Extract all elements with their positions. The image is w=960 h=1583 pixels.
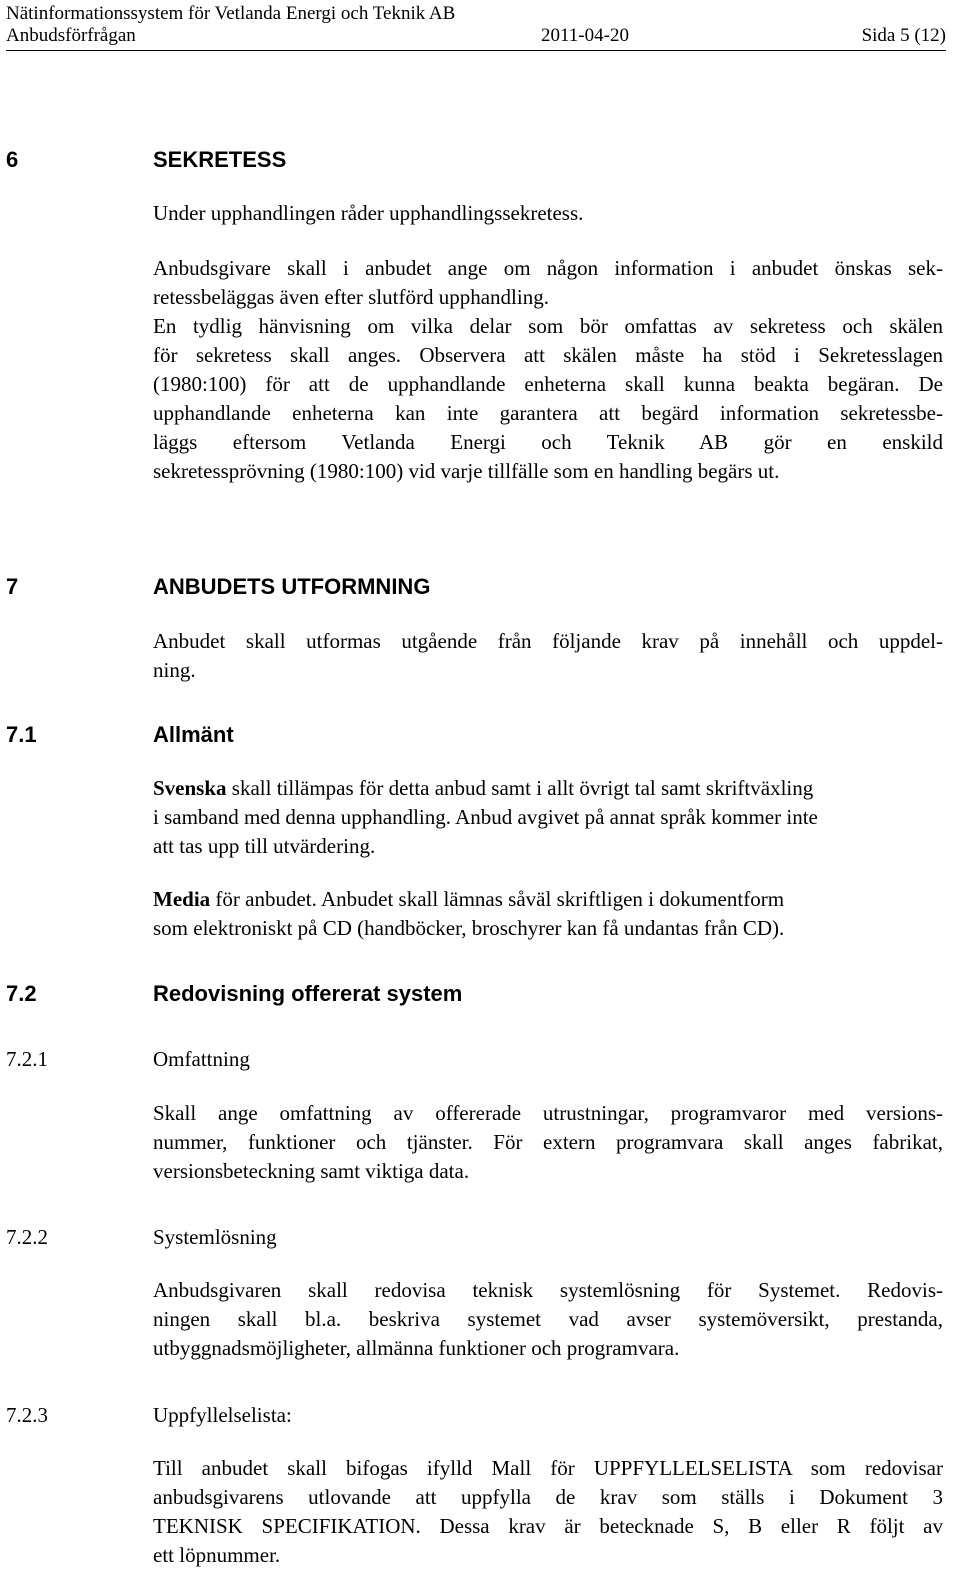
text-line: retessbeläggas även efter slutförd upphandling. bbox=[153, 285, 549, 309]
section-6-paragraph-2 bbox=[153, 254, 943, 486]
section-7-1-paragraph-2 bbox=[153, 885, 943, 943]
text-line: En tydlig hänvisning om vilka delar som bör omfattas av sekretess och skälen bbox=[153, 314, 943, 338]
text-run: för anbudet. Anbudet skall lämnas såväl skriftligen i dokumentform bbox=[210, 887, 785, 911]
section-title: Allmänt bbox=[153, 722, 234, 747]
text-line: anbudsgivarens utlovande att uppfylla de krav som ställs i Dokument 3 bbox=[153, 1485, 943, 1509]
header-line bbox=[6, 24, 946, 48]
text-line: läggs eftersom Vetlanda Energi och Teknik AB gör en enskild bbox=[153, 430, 943, 454]
section-title: Systemlösning bbox=[153, 1225, 277, 1249]
text-line: ett löpnummer. bbox=[153, 1543, 281, 1567]
text-line: Skall ange omfattning av offererade utrustningar, programvaror med versions- bbox=[153, 1101, 943, 1125]
text-line: versionsbeteckning samt viktiga data. bbox=[153, 1159, 470, 1183]
section-number: 6 bbox=[6, 147, 19, 172]
bold-term: Svenska bbox=[153, 776, 227, 800]
section-7-2-1-paragraph bbox=[153, 1099, 943, 1186]
section-title: Redovisning offererat system bbox=[153, 981, 463, 1006]
section-7-2-2-paragraph bbox=[153, 1276, 943, 1363]
section-number: 7 bbox=[6, 574, 19, 599]
section-number: 7.2.3 bbox=[6, 1403, 48, 1427]
section-7-1-paragraph-1 bbox=[153, 774, 943, 861]
section-number: 7.2.1 bbox=[6, 1047, 48, 1071]
text-line: sekretessprövning (1980:100) vid varje tillfälle som en handling begärs ut. bbox=[153, 459, 780, 483]
text-line: för sekretess skall anges. Observera att skälen måste ha stöd i Sekretesslagen bbox=[153, 343, 943, 367]
section-title: SEKRETESS bbox=[153, 147, 287, 172]
text-line: Anbudsgivaren skall redovisa teknisk systemlösning för Systemet. Redovis- bbox=[153, 1278, 943, 1302]
section-7-paragraph-1 bbox=[153, 627, 943, 685]
section-6-paragraph-1 bbox=[153, 199, 943, 228]
section-title: Omfattning bbox=[153, 1047, 250, 1071]
text-line: att tas upp till utvärdering. bbox=[153, 834, 376, 858]
text-line: Anbudsgivare skall i anbudet ange om någon information i anbudet önskas sek- bbox=[153, 256, 943, 280]
text-line: ning. bbox=[153, 658, 196, 682]
text-line: i samband med denna upphandling. Anbud avgivet på annat språk kommer inte bbox=[153, 805, 818, 829]
text-line: Anbudet skall utformas utgående från följande krav på innehåll och uppdel- bbox=[153, 629, 943, 653]
section-number: 7.1 bbox=[6, 722, 37, 747]
header-divider bbox=[6, 50, 946, 51]
header-page-number: Sida 5 (12) bbox=[861, 25, 946, 46]
text-line: upphandlande enheterna kan inte garantera att begärd information sekretessbe- bbox=[153, 401, 943, 425]
header-title: Nätinformationssystem för Vetlanda Energi och Teknik AB bbox=[6, 3, 456, 24]
text-line: TEKNISK SPECIFIKATION. Dessa krav är betecknade S, B eller R följt av bbox=[153, 1514, 943, 1538]
text-line bbox=[153, 885, 943, 914]
section-number: 7.2.2 bbox=[6, 1225, 48, 1249]
section-7-2-3-paragraph bbox=[153, 1454, 943, 1570]
text-line: nummer, funktioner och tjänster. För extern programvara skall anges fabrikat, bbox=[153, 1130, 943, 1154]
text-line: Under upphandlingen råder upphandlingssekretess. bbox=[153, 201, 584, 225]
text-line: Till anbudet skall bifogas ifylld Mall för UPPFYLLELSELISTA som redovisar bbox=[153, 1456, 943, 1480]
text-line: ningen skall bl.a. beskriva systemet vad avser systemöversikt, prestanda, bbox=[153, 1307, 943, 1331]
section-number: 7.2 bbox=[6, 981, 37, 1006]
header-doc-type: Anbudsförfrågan bbox=[6, 25, 136, 46]
header-date: 2011-04-20 bbox=[541, 25, 629, 46]
text-line bbox=[153, 774, 943, 803]
text-line: (1980:100) för att de upphandlande enheterna skall kunna beakta begäran. De bbox=[153, 372, 943, 396]
bold-term: Media bbox=[153, 887, 211, 911]
text-run: skall tillämpas för detta anbud samt i allt övrigt tal samt skriftväxling bbox=[226, 776, 814, 800]
section-title: ANBUDETS UTFORMNING bbox=[153, 574, 431, 599]
text-line: utbyggnadsmöjligheter, allmänna funktioner och programvara. bbox=[153, 1336, 680, 1360]
section-title: Uppfyllelselista: bbox=[153, 1403, 292, 1427]
text-line: som elektroniskt på CD (handböcker, broschyrer kan få undantas från CD). bbox=[153, 916, 785, 940]
